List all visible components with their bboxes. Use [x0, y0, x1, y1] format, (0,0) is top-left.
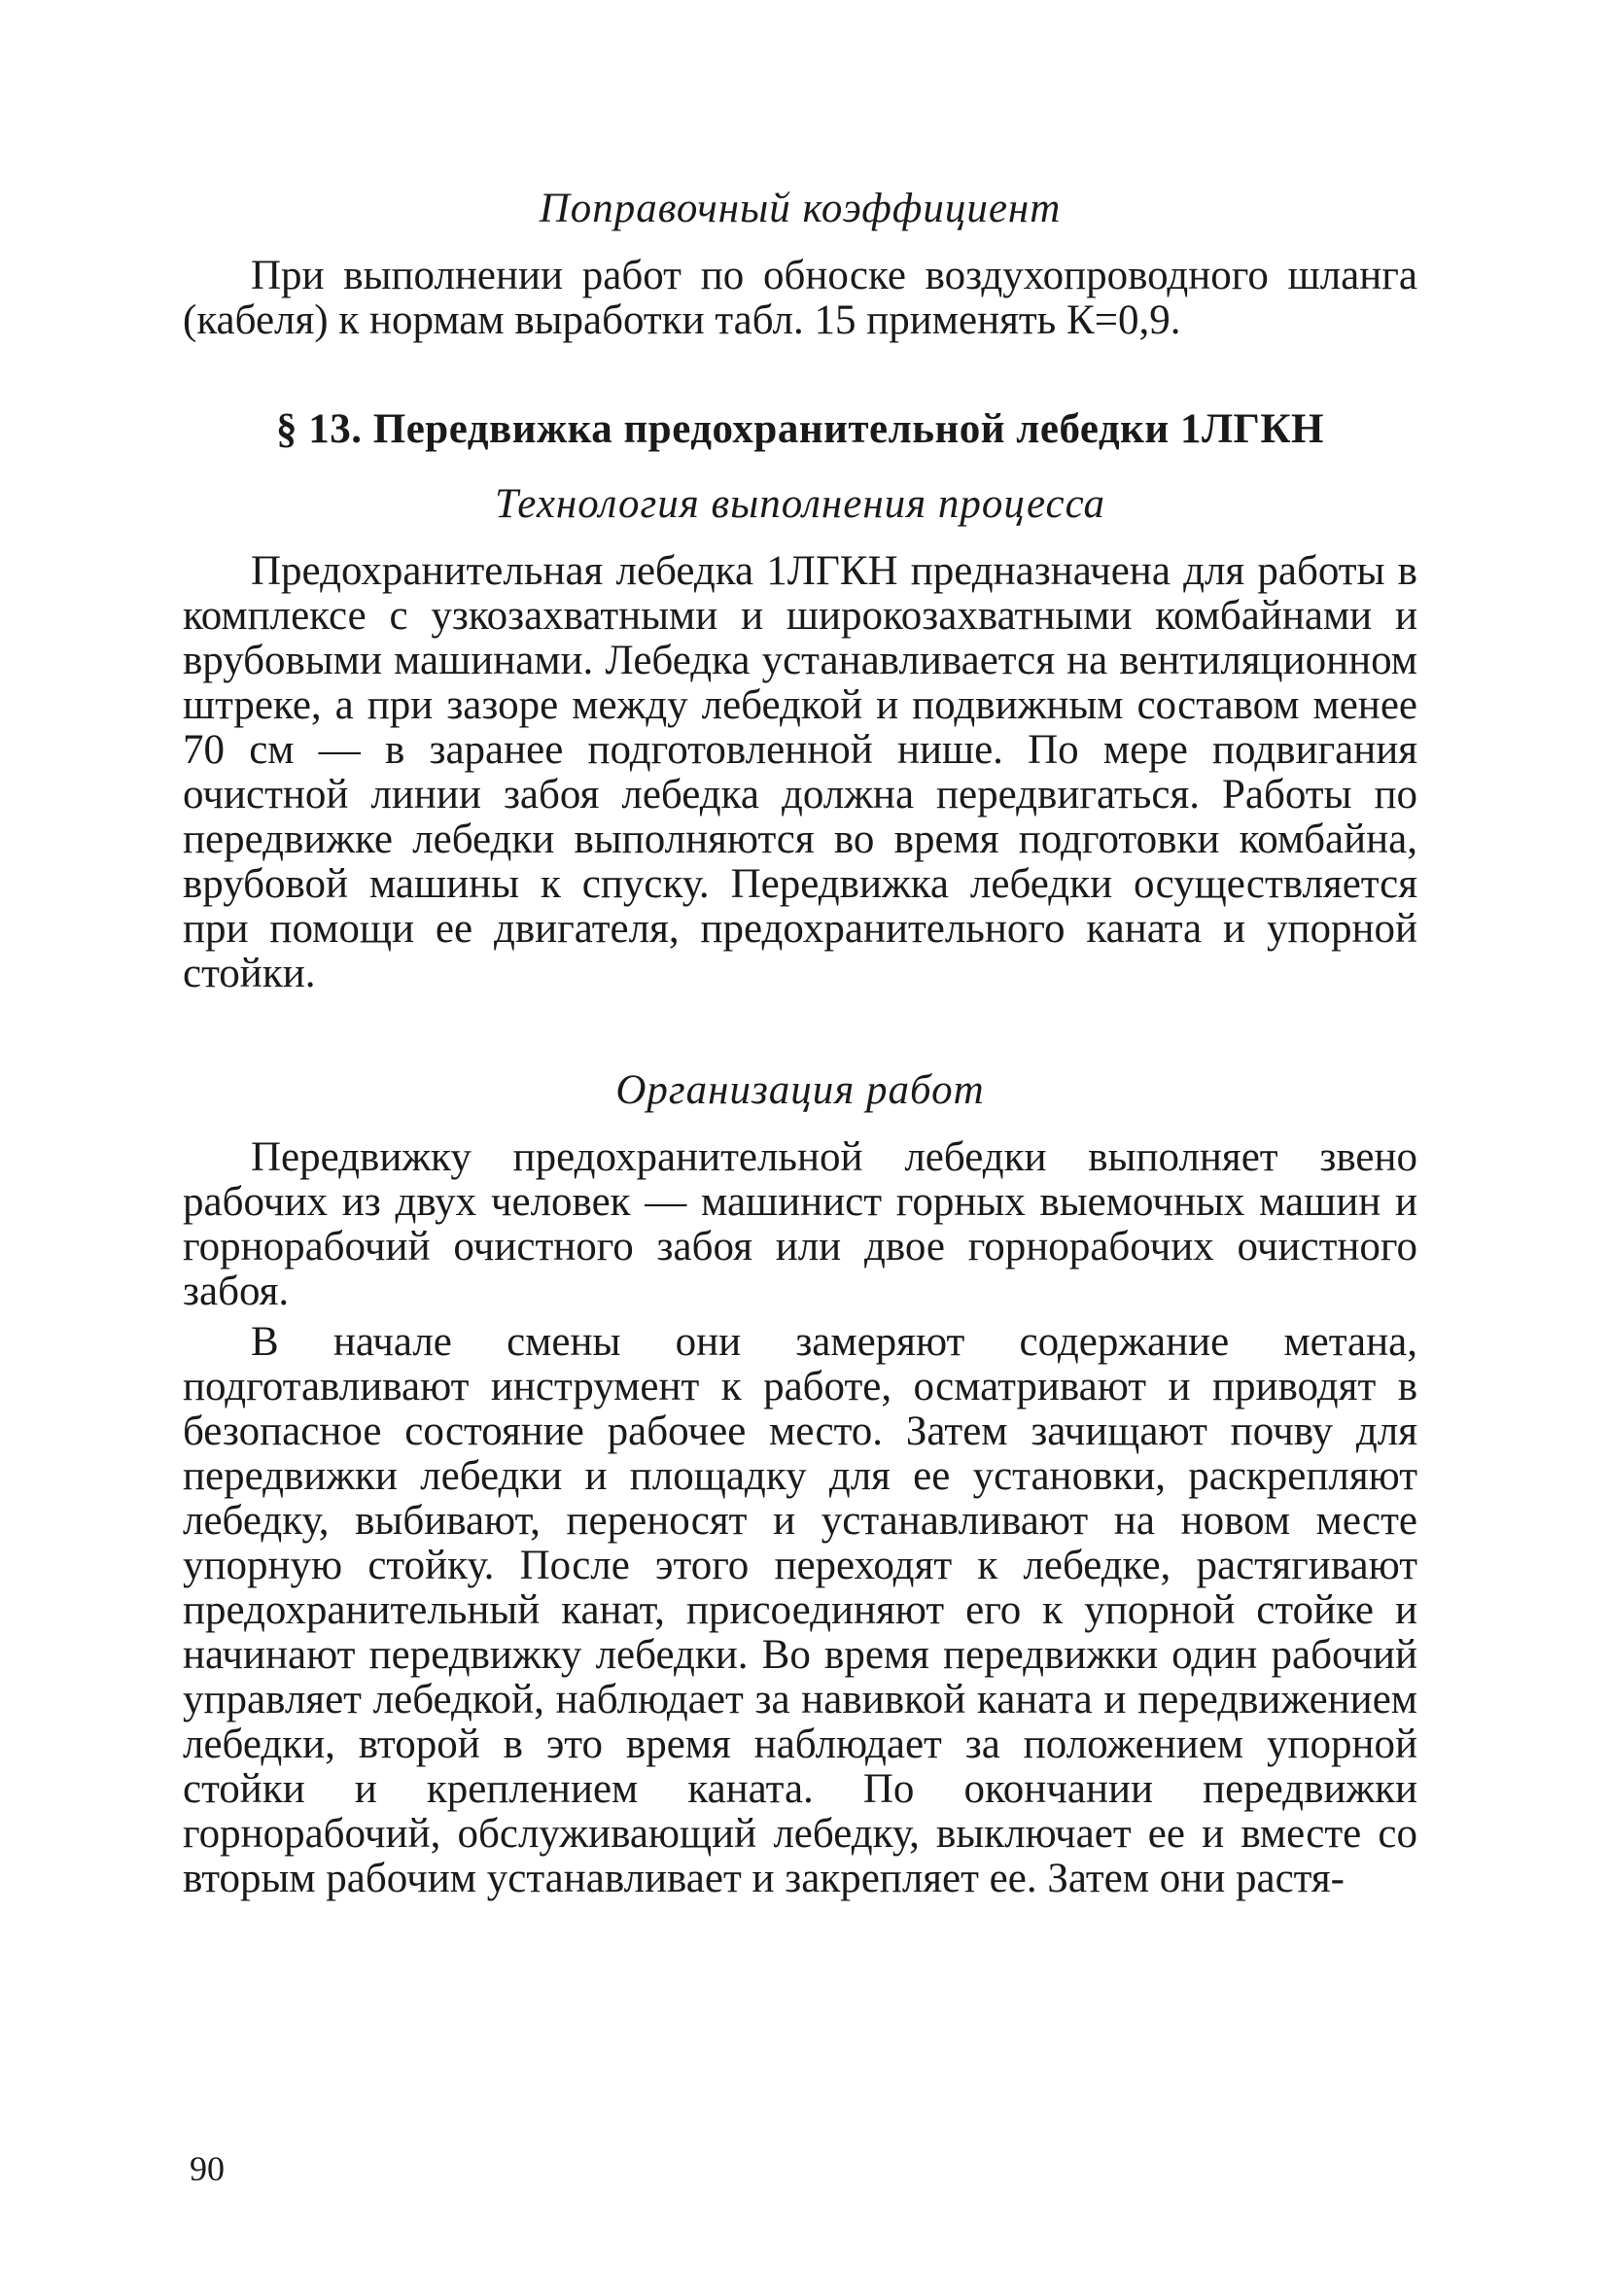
technology-paragraph: Предохранительная лебедка 1ЛГКН предназначена для работы в комплексе с узкозахватными и широкозахватными комбайнами и врубовыми машинами. Лебедка устанавливается на вентиляционном штреке, а при зазоре между лебедкой и подвижным составом менее 70 см — в заранее подготовленной нише. По мере подвигания очистной линии забоя лебедка должна передвигаться. Работы по передвижке лебедки выполняются во время подготовки комбайна, врубовой машины к спуску. Передвижка лебедки осуществляется при помощи ее двигателя, предохранительного каната и упорной стойки.: [183, 548, 1417, 996]
organization-paragraph-1: Передвижку предохранительной лебедки выполняет звено рабочих из двух человек — машинист горных выемочных машин и горнорабочий очистного забоя или двое горнорабочих очистного забоя.: [183, 1134, 1417, 1314]
correction-title: Поправочный коэффициент: [539, 186, 1062, 231]
page-number: 90: [190, 2149, 225, 2188]
organization-title: Организация работ: [615, 1067, 985, 1113]
organization-paragraph-2: В начале смены они замеряют содержание метана, подготавливают инструмент к работе, осматривают и приводят в безопасное состояние рабочее место. Затем зачищают почву для передвижки лебедки и площадку для ее установки, раскрепляют лебедку, выбивают, переносят и устанавливают на новом месте упорную стойку. После этого переходят к лебедке, растягивают предохранительный канат, присоединяют его к упорной стойке и начинают передвижку лебедки. Во время передвижки один рабочий управляет лебедкой, наблюдает за навивкой каната и передвижением лебедки, второй в это время наблюдает за положением упорной стойки и креплением каната. По окончании передвижки горнорабочий, обслуживающий лебедку, выключает ее и вместе со вторым рабочим устанавливает и закрепляет ее. Затем они растя-: [183, 1319, 1417, 1901]
page-content: [183, 165, 1417, 2207]
section-13-heading: § 13. Передвижка предохранительной лебедки 1ЛГКН: [276, 406, 1324, 452]
technology-title: Технология выполнения процесса: [494, 481, 1106, 527]
correction-paragraph: При выполнении работ по обноске воздухопроводного шланга (кабеля) к нормам выработки табл. 15 применять К=0,9.: [183, 253, 1417, 343]
